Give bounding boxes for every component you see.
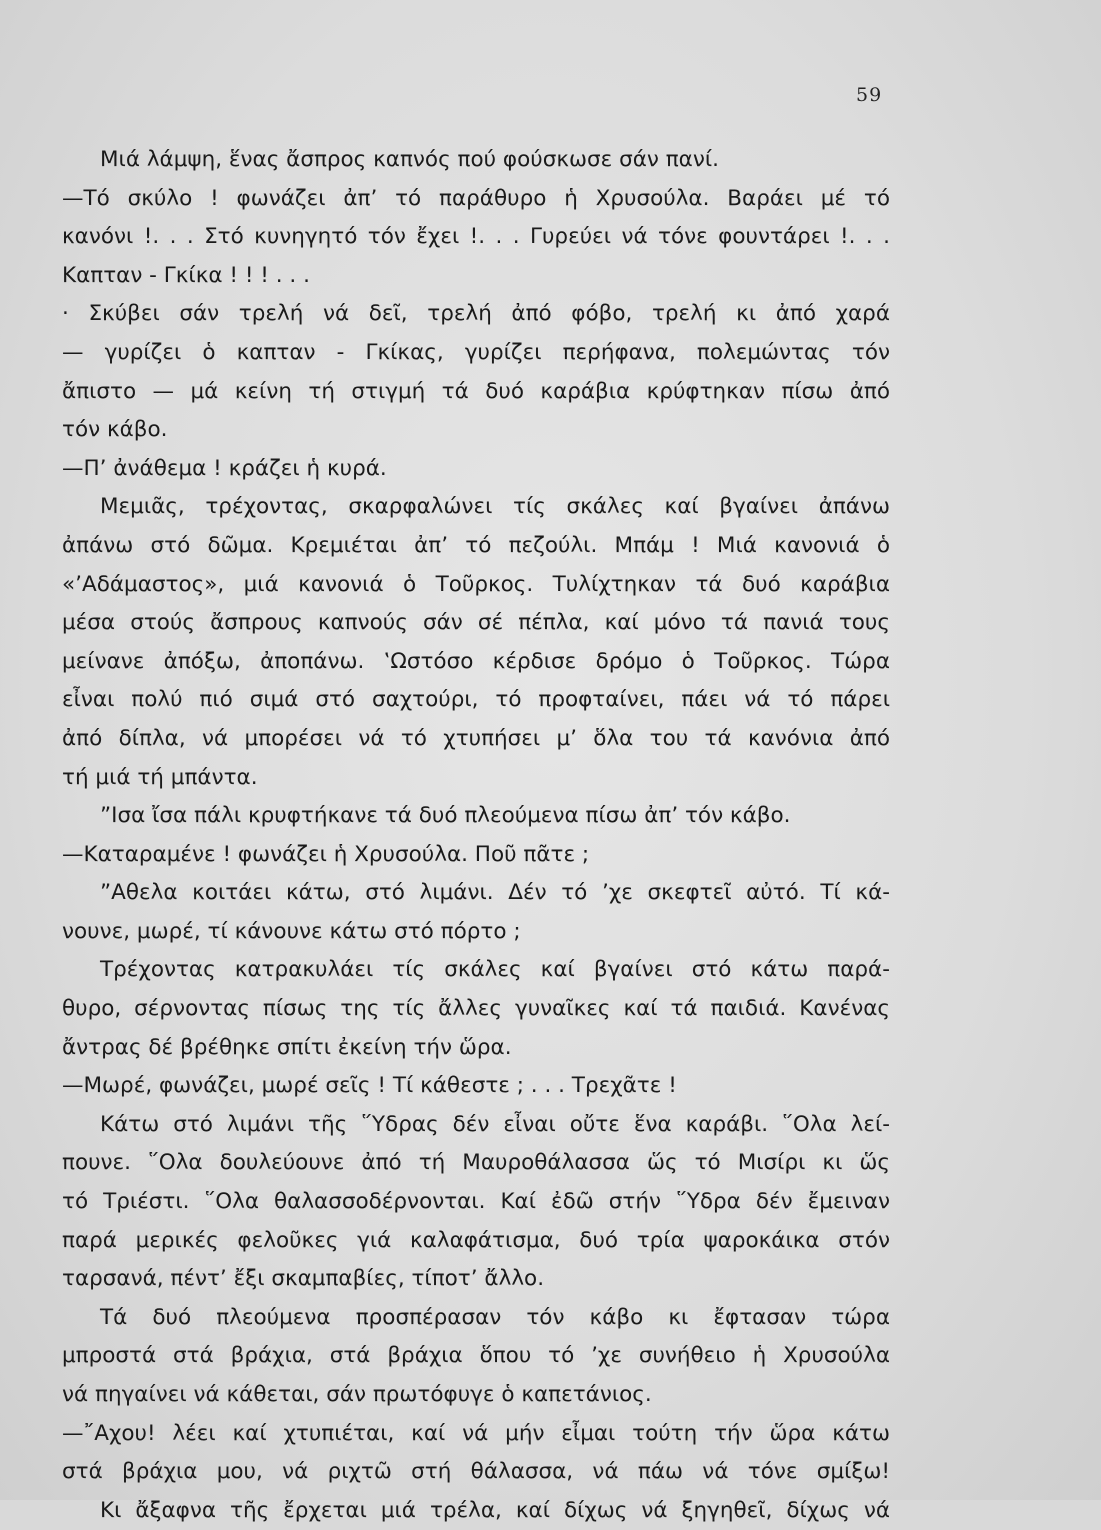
- text-line: παρά μερικές φελοῦκες γιά καλαφάτισμα, δυό τρία ψαροκάικα στόν: [62, 1227, 890, 1253]
- text-line: νουνε, μωρέ, τί κάνουνε κάτω στό πόρτο ;: [62, 918, 521, 944]
- text-line: —Τό σκύλο ! φωνάζει ἀπ’ τό παράθυρο ἡ Χρυσούλα. Βαράει μέ τό: [62, 185, 890, 211]
- text-line: ”Αθελα κοιτάει κάτω, στό λιμάνι. Δέν τό ’χε σκεφτεῖ αὐτό. Τί κά-: [100, 880, 890, 906]
- text-line: ”Ισα ἴσα πάλι κρυφτήκανε τά δυό πλεούμενα πίσω ἀπ’ τόν κάβο.: [100, 803, 791, 829]
- text-line: —Π’ ἀνάθεμα ! κράζει ἡ κυρά.: [62, 455, 387, 481]
- text-line: —Καταραμένε ! φωνάζει ἡ Χρυσούλα. Ποῦ πᾶτε ;: [62, 841, 590, 867]
- text-line: τή μιά τή μπάντα.: [62, 764, 258, 790]
- text-line: Μεμιᾶς, τρέχοντας, σκαρφαλώνει τίς σκάλες καί βγαίνει ἀπάνω: [100, 494, 890, 520]
- body-text: [62, 141, 890, 1530]
- text-line: —Μωρέ, φωνάζει, μωρέ σεῖς ! Τί κάθεστε ; . . . Τρεχᾶτε !: [62, 1073, 677, 1099]
- text-line: Μιά λάμψη, ἕνας ἄσπρος καπνός πού φούσκωσε σάν πανί.: [100, 147, 719, 172]
- text-line: τόν κάβο.: [62, 417, 168, 443]
- text-line: ἄντρας δέ βρέθηκε σπίτι ἐκείνη τήν ὥρα.: [62, 1034, 512, 1060]
- text-line: εἶναι πολύ πιό σιμά στό σαχτούρι, τό προφταίνει, πάει νά τό πάρει: [62, 687, 890, 713]
- text-line: — γυρίζει ὁ καπταν - Γκίκας, γυρίζει περήφανα, πολεμώντας τόν: [62, 339, 890, 365]
- text-line: θυρο, σέρνοντας πίσως της τίς ἄλλες γυναῖκες καί τά παιδιά. Κανένας: [62, 996, 890, 1022]
- text-line: ταρσανά, πέντ’ ἔξι σκαμπαβίες, τίποτ’ ἄλλο.: [62, 1266, 545, 1292]
- text-line: στά βράχια μου, νά ριχτῶ στή θάλασσα, νά πάω νά τόνε σμίξω!: [62, 1459, 890, 1485]
- text-line: · Σκύβει σάν τρελή νά δεῖ, τρελή ἀπό φόβο, τρελή κι ἀπό χαρά: [62, 301, 890, 327]
- text-line: νά πηγαίνει νά κάθεται, σάν πρωτόφυγε ὁ καπετάνιος.: [62, 1382, 652, 1407]
- text-line: Κι ἄξαφνα τῆς ἔρχεται μιά τρέλα, καί δίχως νά ξηγηθεῖ, δίχως νά: [100, 1497, 890, 1523]
- text-line: «’Αδάμαστος», μιά κανονιά ὁ Τοῦρκος. Τυλίχτηκαν τά δυό καράβια: [62, 571, 890, 597]
- text-line: Τρέχοντας κατρακυλάει τίς σκάλες καί βγαίνει στό κάτω παρά-: [100, 957, 890, 983]
- text-line: Τά δυό πλεούμενα προσπέρασαν τόν κάβο κι ἔφτασαν τώρα: [100, 1304, 890, 1330]
- text-line: μέσα στούς ἄσπρους καπνούς σάν σέ πέπλα, καί μόνο τά πανιά τους: [62, 610, 890, 636]
- page-number: 59: [856, 84, 883, 106]
- text-line: τό Τριέστι. ῞Ολα θαλασσοδέρνονται. Καί ἐδῶ στήν ῞Υδρα δέν ἔμειναν: [62, 1189, 890, 1215]
- text-line: ἀπό δίπλα, νά μπορέσει νά τό χτυπήσει μ’ ὅλα του τά κανόνια ἀπό: [62, 725, 890, 751]
- text-line: μπροστά στά βράχια, στά βράχια ὅπου τό ’χε συνήθειο ἡ Χρυσούλα: [62, 1343, 890, 1369]
- text-line: ἀπάνω στό δῶμα. Κρεμιέται ἀπ’ τό πεζούλι. Μπάμ ! Μιά κανονιά ὁ: [62, 532, 890, 558]
- text-line: μείνανε ἀπόξω, ἀποπάνω. ‛Ωστόσο κέρδισε δρόμο ὁ Τοῦρκος. Τώρα: [62, 648, 890, 674]
- text-line: Κάτω στό λιμάνι τῆς ῞Υδρας δέν εἶναι οὔτε ἕνα καράβι. ῞Ολα λεί-: [100, 1111, 890, 1137]
- text-line: ἄπιστο — μά κείνη τή στιγμή τά δυό καράβια κρύφτηκαν πίσω ἀπό: [62, 378, 890, 404]
- text-line: κανόνι !. . . Στό κυνηγητό τόν ἔχει !. . . Γυρεύει νά τόνε φουντάρει !. . .: [62, 224, 890, 250]
- text-line: —῎Αχου! λέει καί χτυπιέται, καί νά μήν εἶμαι τούτη τήν ὥρα κάτω: [62, 1420, 890, 1446]
- text-line: Καπταν - Γκίκα ! ! ! . . .: [62, 262, 310, 288]
- text-line: πουνε. ῞Ολα δουλεύουνε ἀπό τή Μαυροθάλασσα ὥς τό Μισίρι κι ὥς: [62, 1150, 890, 1176]
